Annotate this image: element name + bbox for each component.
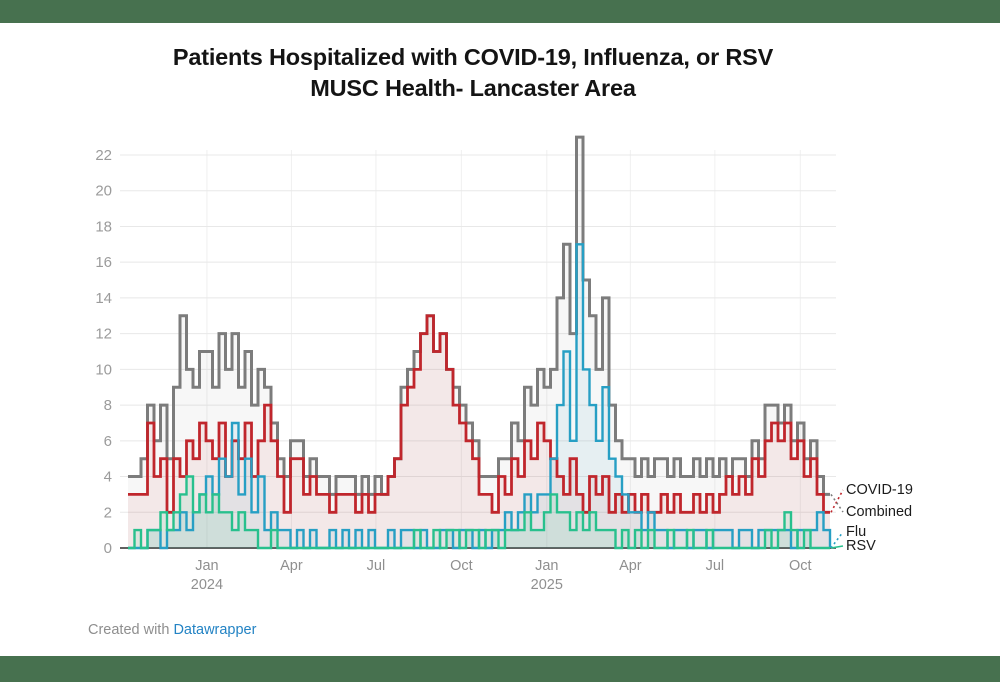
y-tick-label: 14 (95, 289, 112, 307)
x-tick-label: Jan (535, 558, 559, 574)
x-tick-label: Jan (195, 558, 219, 574)
y-tick-label: 6 (103, 432, 112, 450)
y-tick-label: 8 (103, 397, 112, 415)
chart-title-line2: MUSC Health- Lancaster Area (310, 75, 636, 101)
label-connector-covid-19 (831, 490, 843, 512)
bottom-letterbox-bar (0, 656, 1000, 682)
label-connector-combined (831, 494, 843, 512)
series-label-flu: Flu (846, 524, 867, 540)
x-tick-label: Oct (450, 558, 473, 574)
x-tick-label: Jul (366, 558, 386, 574)
datawrapper-link[interactable]: Datawrapper (173, 622, 257, 638)
series-label-combined: Combined (846, 504, 913, 520)
y-tick-label: 16 (95, 254, 112, 272)
x-tick-label: Oct (789, 558, 812, 574)
x-tick-year-label: 2025 (530, 577, 563, 593)
x-tick-label: Apr (280, 558, 303, 574)
x-tick-year-label: 2024 (190, 577, 224, 593)
x-tick-label: Apr (619, 558, 642, 574)
y-tick-label: 12 (95, 325, 112, 343)
y-tick-label: 10 (95, 361, 112, 379)
y-tick-label: 2 (103, 504, 112, 522)
series-label-rsv: RSV (846, 538, 876, 554)
x-tick-label: Jul (705, 558, 725, 574)
chart-title-line1: Patients Hospitalized with COVID-19, Influenza, or RSV (172, 44, 774, 70)
y-tick-label: 20 (95, 182, 112, 200)
y-tick-label: 18 (95, 218, 112, 236)
y-tick-label: 0 (103, 540, 112, 557)
label-connector-rsv (831, 546, 843, 548)
attribution-prefix: Created with (88, 622, 174, 638)
attribution (88, 622, 256, 638)
y-tick-label: 22 (95, 147, 112, 164)
series-label-covid19: COVID-19 (846, 482, 913, 498)
y-tick-label: 4 (103, 468, 112, 486)
